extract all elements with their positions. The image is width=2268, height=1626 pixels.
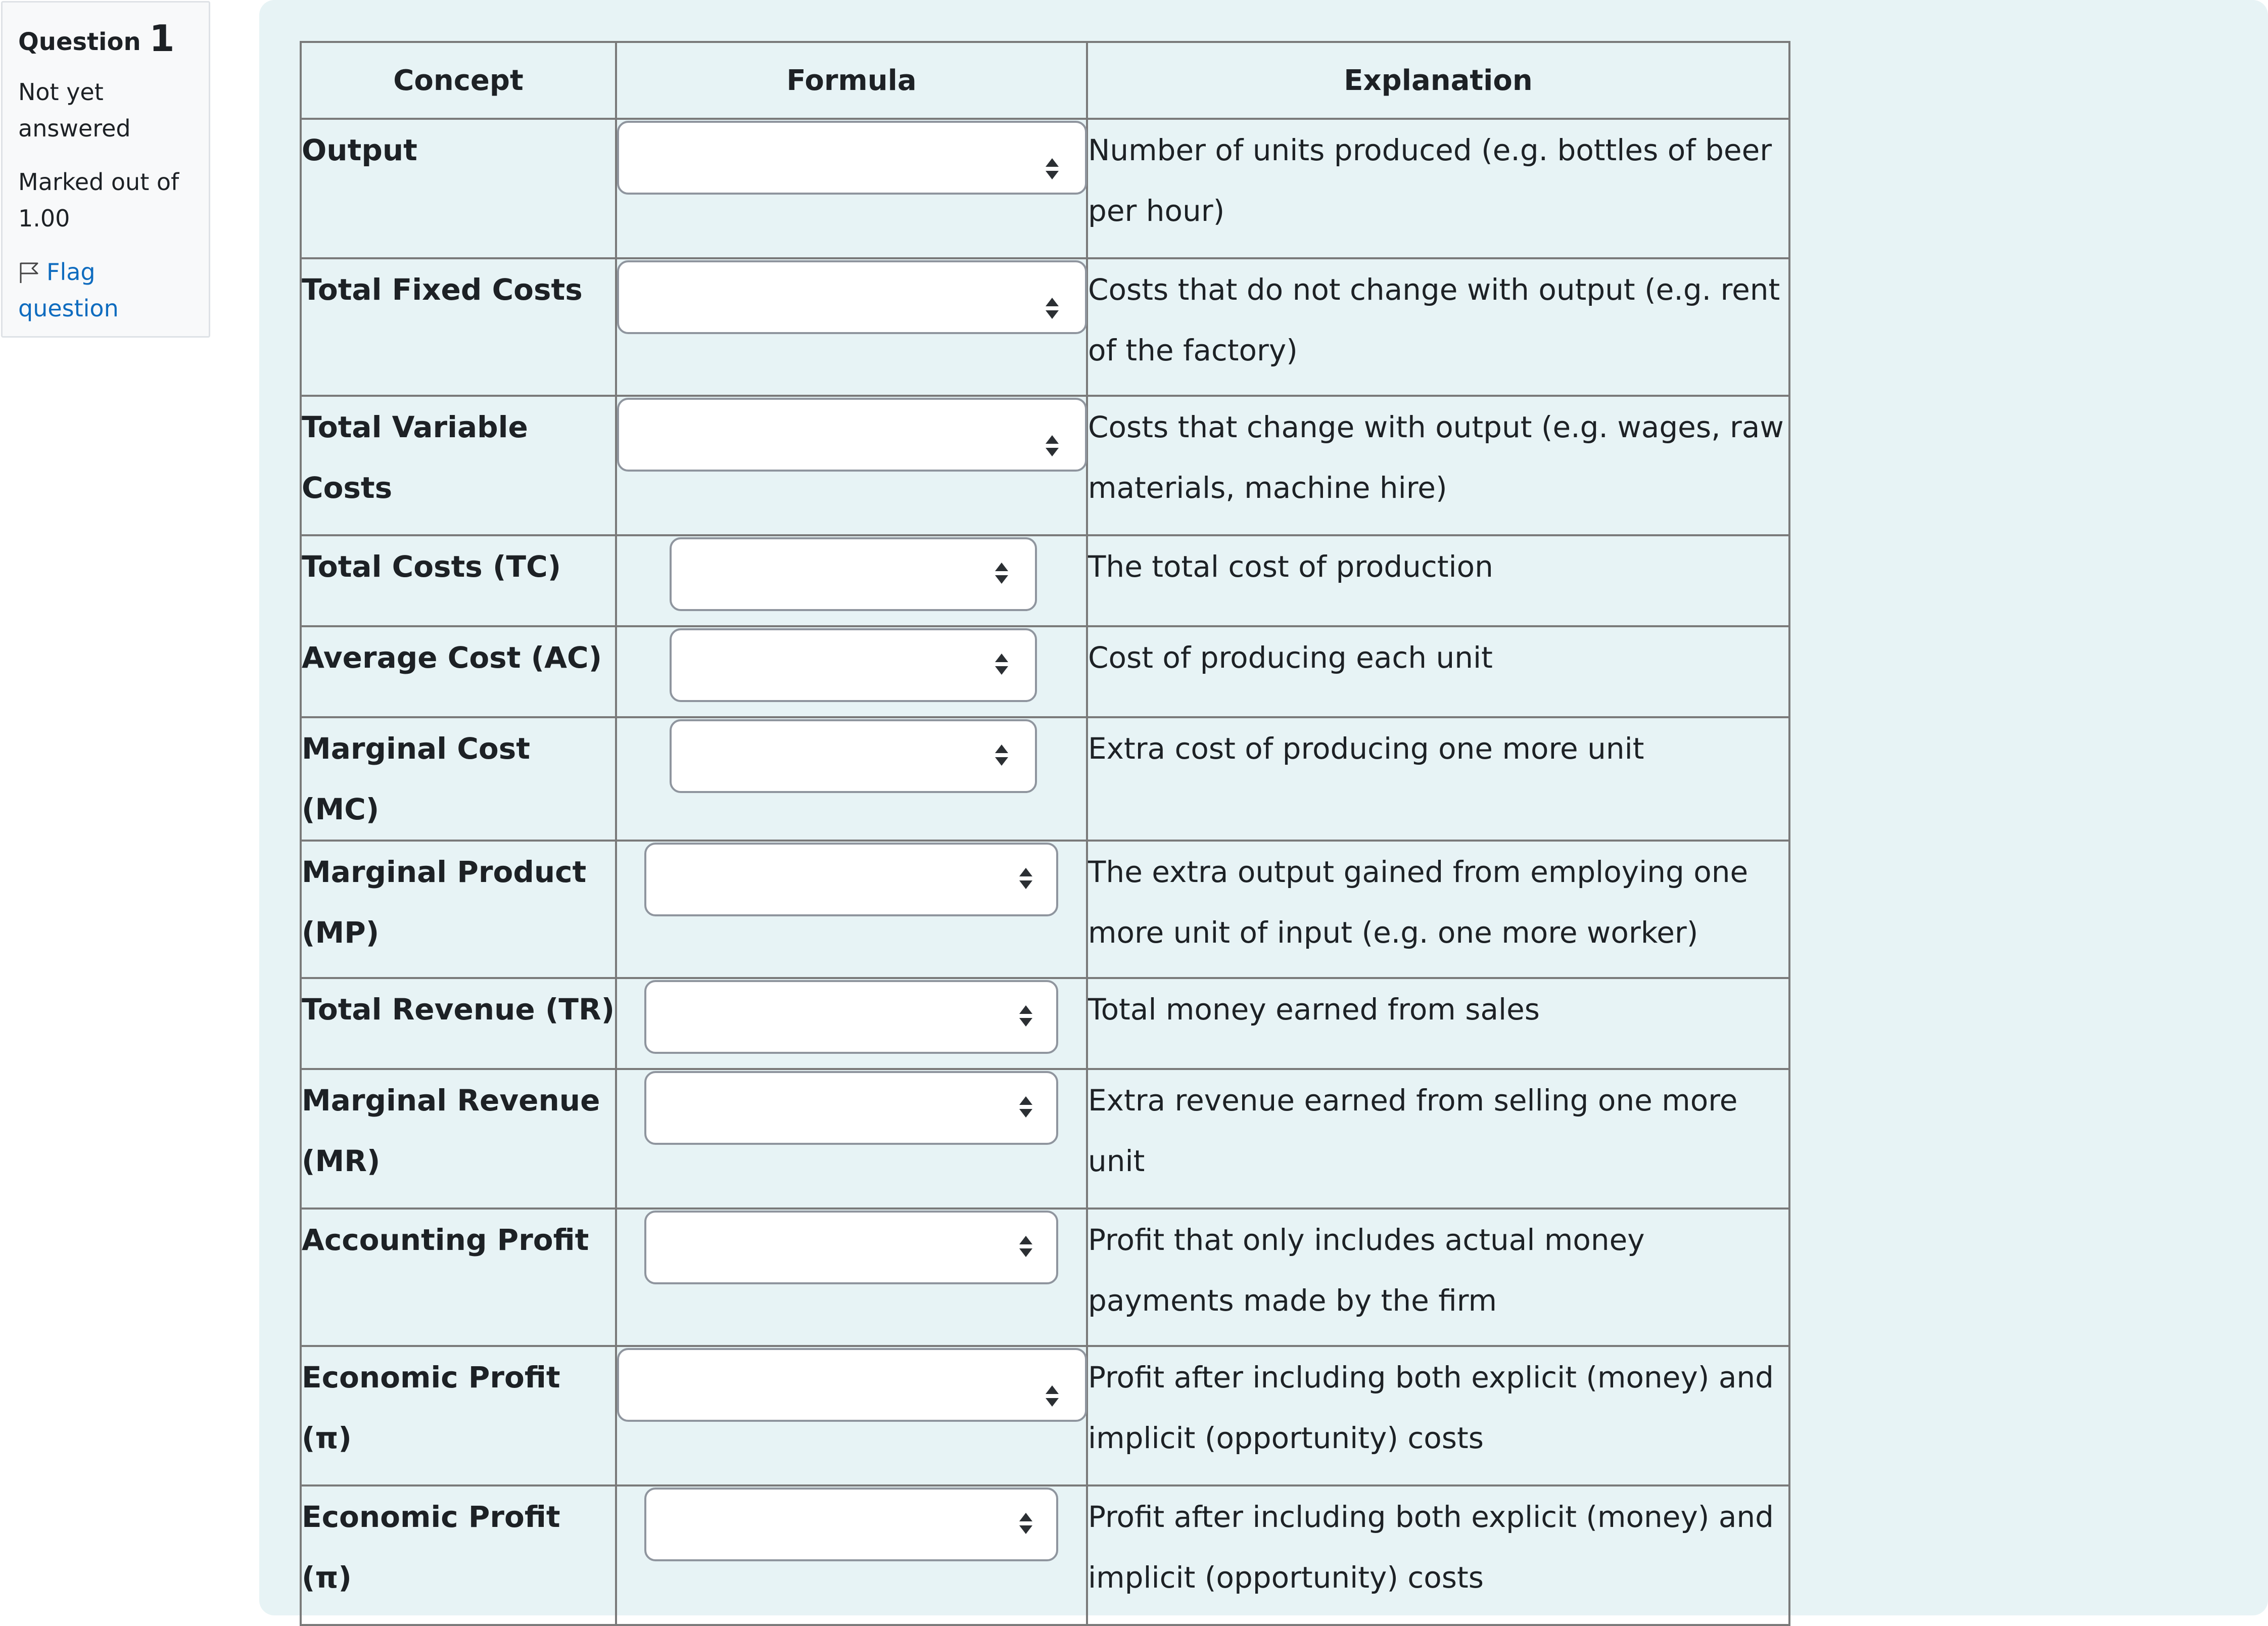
formula-select[interactable]: [617, 398, 1087, 472]
formula-cell: [616, 258, 1087, 396]
explanation-cell: Cost of producing each unit: [1087, 626, 1789, 717]
concept-cell: Total Costs (TC): [301, 535, 616, 626]
explanation-cell: Number of units produced (e.g. bottles of beer per hour): [1087, 119, 1789, 258]
formula-cell: [616, 978, 1087, 1069]
header-concept: Concept: [301, 42, 616, 119]
table-row: [301, 1209, 1789, 1346]
formula-select[interactable]: [644, 1488, 1058, 1561]
flag-question-link[interactable]: [18, 254, 193, 327]
concept-cell: Total Revenue (TR): [301, 978, 616, 1069]
explanation-cell: Profit that only includes actual money payments made by the firm: [1087, 1209, 1789, 1346]
formula-select[interactable]: [670, 719, 1037, 793]
concept-cell: Marginal Cost (MC): [301, 717, 616, 841]
formula-cell: [616, 841, 1087, 978]
formula-cell: [616, 396, 1087, 535]
formula-cell: [616, 1485, 1087, 1625]
question-heading: [18, 16, 193, 65]
explanation-cell: The total cost of production: [1087, 535, 1789, 626]
concept-cell: Marginal Revenue (MR): [301, 1069, 616, 1209]
concept-cell: Total Fixed Costs: [301, 258, 616, 396]
sort-caret-icon: [1045, 157, 1060, 180]
sort-caret-icon: [994, 562, 1009, 585]
explanation-cell: Profit after including both explicit (money) and implicit (opportunity) costs: [1087, 1346, 1789, 1485]
table-row: [301, 717, 1789, 841]
formula-select[interactable]: [644, 1071, 1058, 1145]
concept-cell: Accounting Profit: [301, 1209, 616, 1346]
table-row: [301, 841, 1789, 978]
question-label: Question: [18, 28, 141, 56]
table-row: [301, 1346, 1789, 1485]
question-state: [18, 74, 193, 147]
formula-cell: [616, 1069, 1087, 1209]
concept-cell: Economic Profit (π): [301, 1485, 616, 1625]
formula-cell: [616, 626, 1087, 717]
question-state-line-1: Not yet: [18, 78, 104, 106]
formula-select[interactable]: [644, 980, 1058, 1054]
explanation-cell: Extra revenue earned from selling one more unit: [1087, 1069, 1789, 1209]
sort-caret-icon: [1018, 1004, 1033, 1028]
explanation-cell: Costs that change with output (e.g. wages, raw materials, machine hire): [1087, 396, 1789, 535]
sort-caret-icon: [1018, 1512, 1033, 1535]
formula-select[interactable]: [670, 537, 1037, 611]
question-state-line-2: answered: [18, 115, 131, 142]
table-row: [301, 396, 1789, 535]
question-grade-line-1: Marked out of: [18, 168, 179, 196]
formula-cell: [616, 535, 1087, 626]
table-row: [301, 1069, 1789, 1209]
question-grade-line-2: 1.00: [18, 205, 70, 232]
formula-cell: [616, 1209, 1087, 1346]
formula-cell: [616, 1346, 1087, 1485]
sort-caret-icon: [994, 744, 1009, 767]
flag-question-label-1[interactable]: Flag: [46, 258, 96, 286]
formula-cell: [616, 119, 1087, 258]
explanation-cell: Total money earned from sales: [1087, 978, 1789, 1069]
sort-caret-icon: [1018, 1095, 1033, 1119]
header-explanation: Explanation: [1087, 42, 1789, 119]
table-row: [301, 119, 1789, 258]
question-content: [259, 0, 2268, 1615]
formula-select[interactable]: [617, 121, 1087, 195]
table-row: [301, 978, 1789, 1069]
concept-cell: Marginal Product (MP): [301, 841, 616, 978]
explanation-cell: Extra cost of producing one more unit: [1087, 717, 1789, 841]
formula-select[interactable]: [617, 1348, 1087, 1422]
table-header-row: [301, 42, 1789, 119]
table-row: [301, 258, 1789, 396]
concept-cell: Economic Profit (π): [301, 1346, 616, 1485]
formula-cell: [616, 717, 1087, 841]
flag-icon: [18, 261, 40, 284]
sort-caret-icon: [1018, 867, 1033, 890]
formula-select[interactable]: [644, 843, 1058, 916]
table-row: [301, 535, 1789, 626]
formula-select[interactable]: [670, 628, 1037, 702]
formula-select[interactable]: [617, 260, 1087, 334]
question-info-panel: [1, 1, 210, 338]
sort-caret-icon: [1018, 1235, 1033, 1258]
formula-select[interactable]: [644, 1211, 1058, 1284]
flag-question-label-2[interactable]: question: [18, 295, 119, 322]
explanation-cell: Costs that do not change with output (e.g. rent of the factory): [1087, 258, 1789, 396]
sort-caret-icon: [1045, 1384, 1060, 1408]
concept-cell: Total Variable Costs: [301, 396, 616, 535]
sort-caret-icon: [994, 653, 1009, 676]
table-row: [301, 1485, 1789, 1625]
concept-cell: Output: [301, 119, 616, 258]
header-formula: Formula: [616, 42, 1087, 119]
concept-cell: Average Cost (AC): [301, 626, 616, 717]
question-grade: [18, 164, 193, 237]
sort-caret-icon: [1045, 434, 1060, 457]
explanation-cell: Profit after including both explicit (money) and implicit (opportunity) costs: [1087, 1485, 1789, 1625]
question-number: 1: [149, 17, 175, 60]
table-row: [301, 626, 1789, 717]
formula-table: [300, 41, 1790, 1626]
sort-caret-icon: [1045, 297, 1060, 320]
explanation-cell: The extra output gained from employing one more unit of input (e.g. one more worker): [1087, 841, 1789, 978]
